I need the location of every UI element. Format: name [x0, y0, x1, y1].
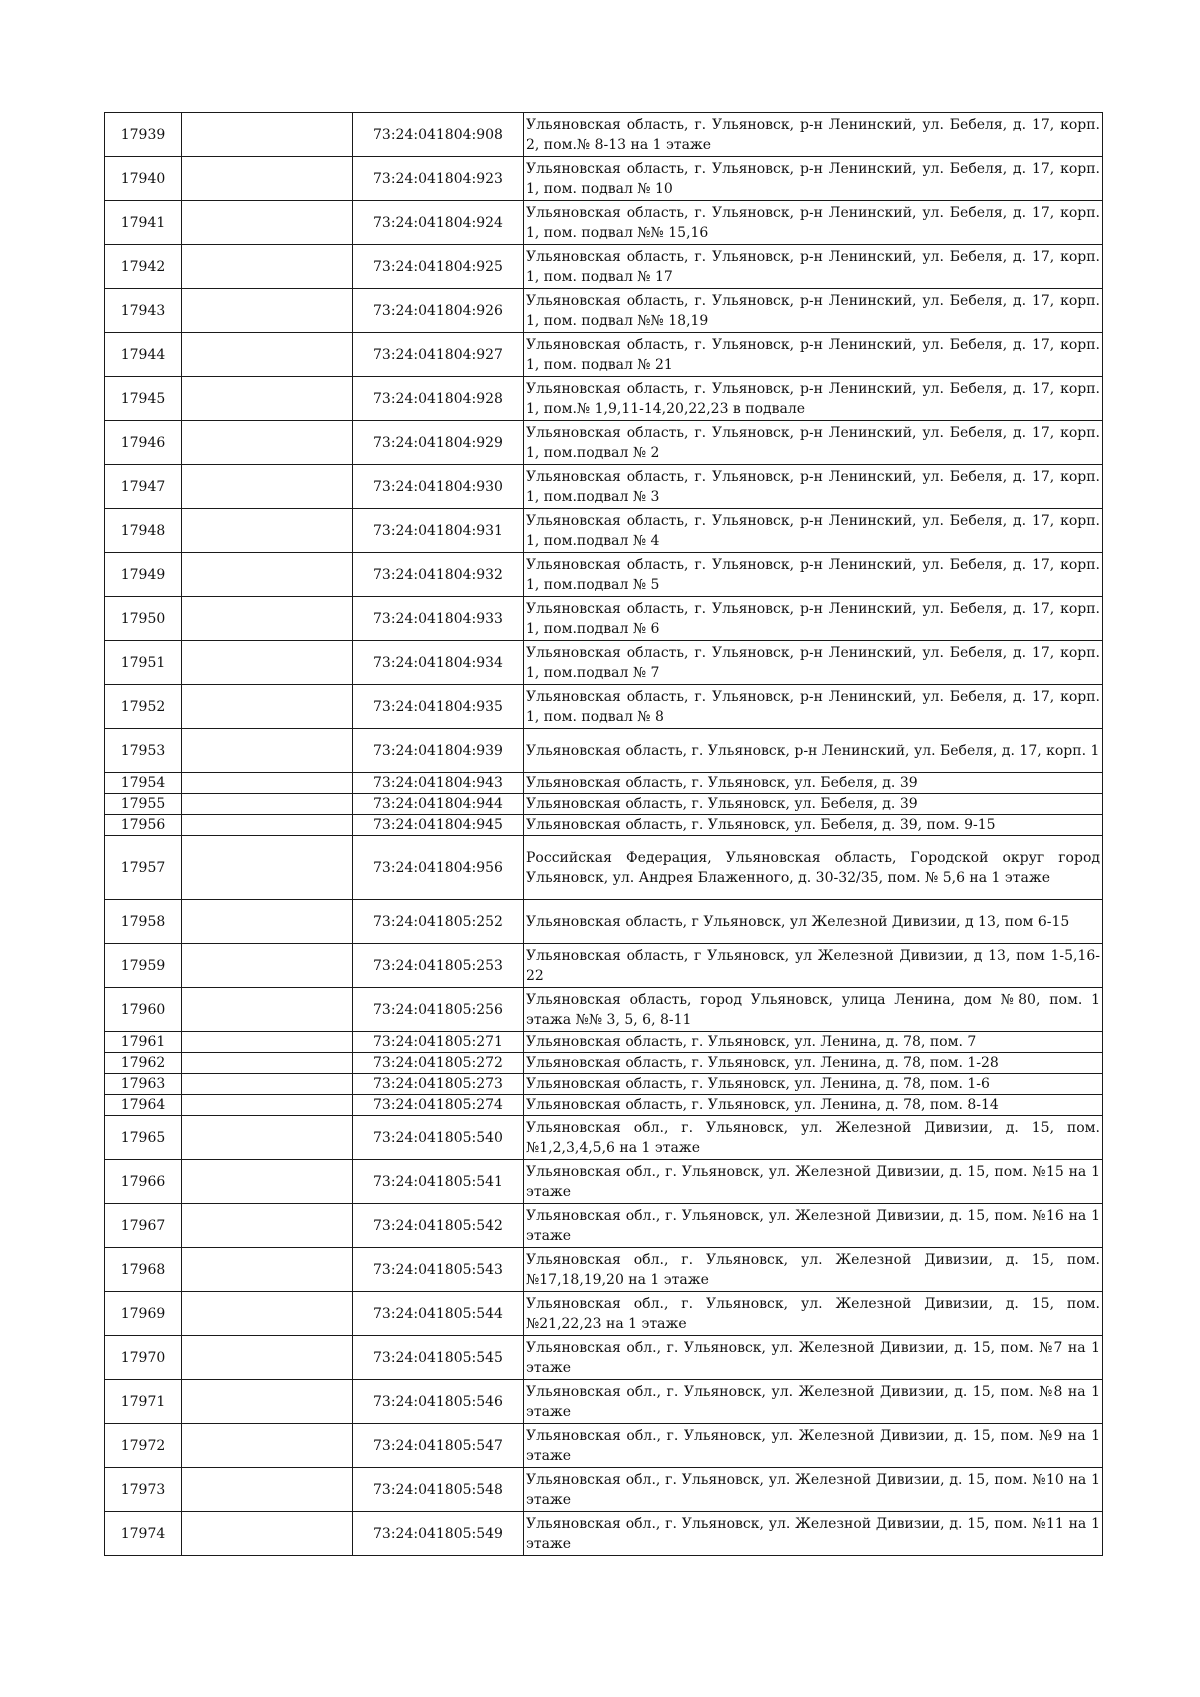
- row-number-cell: 17974: [105, 1512, 182, 1556]
- cadastral-number-cell: 73:24:041804:939: [353, 729, 524, 773]
- table-row: [105, 641, 1103, 685]
- table-row: [105, 509, 1103, 553]
- table-row: [105, 900, 1103, 944]
- cadastral-number-cell: 73:24:041805:543: [353, 1248, 524, 1292]
- address-cell: Ульяновская область, г. Ульяновск, ул. Ленина, д. 78, пом. 7: [524, 1032, 1103, 1053]
- row-number-cell: 17942: [105, 245, 182, 289]
- row-number-cell: 17946: [105, 421, 182, 465]
- row-number-cell: 17960: [105, 988, 182, 1032]
- table-row: [105, 465, 1103, 509]
- cadastral-number-cell: 73:24:041805:546: [353, 1380, 524, 1424]
- cadastral-number-cell: 73:24:041804:935: [353, 685, 524, 729]
- table-row: [105, 1248, 1103, 1292]
- row-number-cell: 17948: [105, 509, 182, 553]
- empty-cell: [182, 729, 353, 773]
- row-number-cell: 17947: [105, 465, 182, 509]
- table-row: [105, 1053, 1103, 1074]
- address-cell: Ульяновская область, г. Ульяновск, р-н Ленинский, ул. Бебеля, д. 17, корп. 1, пом. подвал №№ 18,19: [524, 289, 1103, 333]
- address-cell: Ульяновская обл., г. Ульяновск, ул. Железной Дивизии, д. 15, пом. №9 на 1 этаже: [524, 1424, 1103, 1468]
- row-number-cell: 17959: [105, 944, 182, 988]
- empty-cell: [182, 289, 353, 333]
- table-row: [105, 815, 1103, 836]
- table-row: [105, 1380, 1103, 1424]
- address-cell: Ульяновская область, г Ульяновск, ул Железной Дивизии, д 13, пом 6-15: [524, 900, 1103, 944]
- row-number-cell: 17943: [105, 289, 182, 333]
- address-cell: Ульяновская область, город Ульяновск, улица Ленина, дом №80, пом. 1 этажа №№ 3, 5, 6, 8-11: [524, 988, 1103, 1032]
- cadastral-number-cell: 73:24:041804:956: [353, 836, 524, 900]
- row-number-cell: 17952: [105, 685, 182, 729]
- address-cell: Ульяновская область, г. Ульяновск, р-н Ленинский, ул. Бебеля, д. 17, корп. 2, пом.№ 8-13 на 1 этаже: [524, 113, 1103, 157]
- cadastral-number-cell: 73:24:041805:541: [353, 1160, 524, 1204]
- table-row: [105, 201, 1103, 245]
- table-row: [105, 1292, 1103, 1336]
- empty-cell: [182, 201, 353, 245]
- empty-cell: [182, 1160, 353, 1204]
- empty-cell: [182, 988, 353, 1032]
- empty-cell: [182, 1336, 353, 1380]
- cadastral-number-cell: 73:24:041804:932: [353, 553, 524, 597]
- empty-cell: [182, 1424, 353, 1468]
- row-number-cell: 17949: [105, 553, 182, 597]
- address-cell: Ульяновская обл., г. Ульяновск, ул. Железной Дивизии, д. 15, пом. №11 на 1 этаже: [524, 1512, 1103, 1556]
- table-row: [105, 729, 1103, 773]
- cadastral-number-cell: 73:24:041805:253: [353, 944, 524, 988]
- empty-cell: [182, 1248, 353, 1292]
- empty-cell: [182, 113, 353, 157]
- row-number-cell: 17945: [105, 377, 182, 421]
- table-row: [105, 421, 1103, 465]
- empty-cell: [182, 1292, 353, 1336]
- row-number-cell: 17940: [105, 157, 182, 201]
- address-cell: Ульяновская область, г Ульяновск, ул Железной Дивизии, д 13, пом 1-5,16-22: [524, 944, 1103, 988]
- table-row: [105, 944, 1103, 988]
- empty-cell: [182, 333, 353, 377]
- address-cell: Ульяновская область, г. Ульяновск, ул. Бебеля, д. 39: [524, 794, 1103, 815]
- empty-cell: [182, 815, 353, 836]
- address-cell: Ульяновская обл., г. Ульяновск, ул. Железной Дивизии, д. 15, пом. №1,2,3,4,5,6 на 1 этаже: [524, 1116, 1103, 1160]
- table-row: [105, 1074, 1103, 1095]
- cadastral-number-cell: 73:24:041804:929: [353, 421, 524, 465]
- cadastral-number-cell: 73:24:041805:540: [353, 1116, 524, 1160]
- row-number-cell: 17967: [105, 1204, 182, 1248]
- row-number-cell: 17969: [105, 1292, 182, 1336]
- cadastral-number-cell: 73:24:041804:927: [353, 333, 524, 377]
- table-row: [105, 1468, 1103, 1512]
- empty-cell: [182, 1053, 353, 1074]
- address-cell: Ульяновская область, г. Ульяновск, р-н Ленинский, ул. Бебеля, д. 17, корп. 1, пом.подвал № 2: [524, 421, 1103, 465]
- cadastral-number-cell: 73:24:041804:925: [353, 245, 524, 289]
- table-row: [105, 836, 1103, 900]
- address-cell: Ульяновская область, г. Ульяновск, ул. Ленина, д. 78, пом. 1-6: [524, 1074, 1103, 1095]
- cadastral-number-cell: 73:24:041804:908: [353, 113, 524, 157]
- cadastral-number-cell: 73:24:041805:274: [353, 1095, 524, 1116]
- row-number-cell: 17966: [105, 1160, 182, 1204]
- empty-cell: [182, 1116, 353, 1160]
- cadastral-number-cell: 73:24:041804:934: [353, 641, 524, 685]
- address-cell: Ульяновская обл., г. Ульяновск, ул. Железной Дивизии, д. 15, пом. №16 на 1 этаже: [524, 1204, 1103, 1248]
- table-row: [105, 685, 1103, 729]
- row-number-cell: 17971: [105, 1380, 182, 1424]
- address-cell: Ульяновская область, г. Ульяновск, р-н Ленинский, ул. Бебеля, д. 17, корп. 1, пом. подвал № 21: [524, 333, 1103, 377]
- table-row: [105, 1032, 1103, 1053]
- table-row: [105, 988, 1103, 1032]
- address-cell: Ульяновская область, г. Ульяновск, р-н Ленинский, ул. Бебеля, д. 17, корп. 1, пом.подвал № 5: [524, 553, 1103, 597]
- address-cell: Ульяновская область, г. Ульяновск, р-н Ленинский, ул. Бебеля, д. 17, корп. 1, пом.подвал № 6: [524, 597, 1103, 641]
- empty-cell: [182, 509, 353, 553]
- row-number-cell: 17957: [105, 836, 182, 900]
- empty-cell: [182, 597, 353, 641]
- table-row: [105, 1336, 1103, 1380]
- row-number-cell: 17965: [105, 1116, 182, 1160]
- table-row: [105, 289, 1103, 333]
- empty-cell: [182, 794, 353, 815]
- property-table: [104, 112, 1103, 1556]
- address-cell: Ульяновская область, г. Ульяновск, р-н Ленинский, ул. Бебеля, д. 17, корп. 1, пом. подвал № 10: [524, 157, 1103, 201]
- row-number-cell: 17953: [105, 729, 182, 773]
- cadastral-number-cell: 73:24:041805:545: [353, 1336, 524, 1380]
- table-row: [105, 1512, 1103, 1556]
- row-number-cell: 17944: [105, 333, 182, 377]
- row-number-cell: 17956: [105, 815, 182, 836]
- empty-cell: [182, 465, 353, 509]
- address-cell: Ульяновская обл., г. Ульяновск, ул. Железной Дивизии, д. 15, пом. №15 на 1 этаже: [524, 1160, 1103, 1204]
- empty-cell: [182, 944, 353, 988]
- cadastral-number-cell: 73:24:041804:933: [353, 597, 524, 641]
- empty-cell: [182, 1468, 353, 1512]
- table-row: [105, 1160, 1103, 1204]
- address-cell: Ульяновская область, г. Ульяновск, р-н Ленинский, ул. Бебеля, д. 17, корп. 1, пом.подвал № 7: [524, 641, 1103, 685]
- table-row: [105, 113, 1103, 157]
- row-number-cell: 17964: [105, 1095, 182, 1116]
- address-cell: Ульяновская обл., г. Ульяновск, ул. Железной Дивизии, д. 15, пом. №8 на 1 этаже: [524, 1380, 1103, 1424]
- row-number-cell: 17963: [105, 1074, 182, 1095]
- address-cell: Ульяновская область, г. Ульяновск, ул. Бебеля, д. 39: [524, 773, 1103, 794]
- cadastral-number-cell: 73:24:041804:924: [353, 201, 524, 245]
- cadastral-number-cell: 73:24:041804:931: [353, 509, 524, 553]
- empty-cell: [182, 245, 353, 289]
- table-row: [105, 1204, 1103, 1248]
- cadastral-number-cell: 73:24:041805:256: [353, 988, 524, 1032]
- address-cell: Ульяновская обл., г. Ульяновск, ул. Железной Дивизии, д. 15, пом. №7 на 1 этаже: [524, 1336, 1103, 1380]
- address-cell: Ульяновская область, г. Ульяновск, р-н Ленинский, ул. Бебеля, д. 17, корп. 1, пом.№ 1,9,11-14,20,22,23 в подвале: [524, 377, 1103, 421]
- empty-cell: [182, 377, 353, 421]
- row-number-cell: 17961: [105, 1032, 182, 1053]
- row-number-cell: 17941: [105, 201, 182, 245]
- table-row: [105, 794, 1103, 815]
- empty-cell: [182, 1380, 353, 1424]
- cadastral-number-cell: 73:24:041805:549: [353, 1512, 524, 1556]
- table-row: [105, 553, 1103, 597]
- table-row: [105, 1116, 1103, 1160]
- address-cell: Ульяновская обл., г. Ульяновск, ул. Железной Дивизии, д. 15, пом. №10 на 1 этаже: [524, 1468, 1103, 1512]
- empty-cell: [182, 553, 353, 597]
- row-number-cell: 17955: [105, 794, 182, 815]
- address-cell: Ульяновская обл., г. Ульяновск, ул. Железной Дивизии, д. 15, пом. №21,22,23 на 1 этаже: [524, 1292, 1103, 1336]
- address-cell: Ульяновская область, г. Ульяновск, ул. Бебеля, д. 39, пом. 9-15: [524, 815, 1103, 836]
- address-cell: Ульяновская обл., г. Ульяновск, ул. Железной Дивизии, д. 15, пом. №17,18,19,20 на 1 этаже: [524, 1248, 1103, 1292]
- cadastral-number-cell: 73:24:041805:252: [353, 900, 524, 944]
- table-row: [105, 377, 1103, 421]
- row-number-cell: 17950: [105, 597, 182, 641]
- table-row: [105, 1095, 1103, 1116]
- empty-cell: [182, 1095, 353, 1116]
- cadastral-number-cell: 73:24:041804:943: [353, 773, 524, 794]
- cadastral-number-cell: 73:24:041804:923: [353, 157, 524, 201]
- address-cell: Ульяновская область, г. Ульяновск, р-н Ленинский, ул. Бебеля, д. 17, корп. 1, пом. подвал № 8: [524, 685, 1103, 729]
- address-cell: Ульяновская область, г. Ульяновск, р-н Ленинский, ул. Бебеля, д. 17, корп. 1, пом. подвал №№ 15,16: [524, 201, 1103, 245]
- address-cell: Ульяновская область, г. Ульяновск, р-н Ленинский, ул. Бебеля, д. 17, корп. 1: [524, 729, 1103, 773]
- empty-cell: [182, 773, 353, 794]
- empty-cell: [182, 1204, 353, 1248]
- cadastral-number-cell: 73:24:041805:544: [353, 1292, 524, 1336]
- address-cell: Ульяновская область, г. Ульяновск, ул. Ленина, д. 78, пом. 8-14: [524, 1095, 1103, 1116]
- table-row: [105, 597, 1103, 641]
- cadastral-number-cell: 73:24:041804:930: [353, 465, 524, 509]
- cadastral-number-cell: 73:24:041805:547: [353, 1424, 524, 1468]
- row-number-cell: 17951: [105, 641, 182, 685]
- cadastral-number-cell: 73:24:041804:926: [353, 289, 524, 333]
- address-cell: Ульяновская область, г. Ульяновск, р-н Ленинский, ул. Бебеля, д. 17, корп. 1, пом.подвал № 3: [524, 465, 1103, 509]
- address-cell: Ульяновская область, г. Ульяновск, р-н Ленинский, ул. Бебеля, д. 17, корп. 1, пом.подвал № 4: [524, 509, 1103, 553]
- row-number-cell: 17958: [105, 900, 182, 944]
- row-number-cell: 17972: [105, 1424, 182, 1468]
- cadastral-number-cell: 73:24:041804:928: [353, 377, 524, 421]
- row-number-cell: 17954: [105, 773, 182, 794]
- cadastral-number-cell: 73:24:041804:944: [353, 794, 524, 815]
- cadastral-number-cell: 73:24:041805:273: [353, 1074, 524, 1095]
- row-number-cell: 17962: [105, 1053, 182, 1074]
- address-cell: Российская Федерация, Ульяновская область, Городской округ город Ульяновск, ул. Андрея Блаженного, д. 30-32/35, пом. № 5,6 на 1 этаже: [524, 836, 1103, 900]
- cadastral-number-cell: 73:24:041805:542: [353, 1204, 524, 1248]
- row-number-cell: 17968: [105, 1248, 182, 1292]
- table-row: [105, 333, 1103, 377]
- table-row: [105, 773, 1103, 794]
- empty-cell: [182, 641, 353, 685]
- row-number-cell: 17939: [105, 113, 182, 157]
- empty-cell: [182, 157, 353, 201]
- cadastral-number-cell: 73:24:041805:272: [353, 1053, 524, 1074]
- table-row: [105, 1424, 1103, 1468]
- empty-cell: [182, 1074, 353, 1095]
- empty-cell: [182, 900, 353, 944]
- empty-cell: [182, 1032, 353, 1053]
- row-number-cell: 17973: [105, 1468, 182, 1512]
- row-number-cell: 17970: [105, 1336, 182, 1380]
- property-table-body: [105, 113, 1103, 1556]
- empty-cell: [182, 836, 353, 900]
- cadastral-number-cell: 73:24:041805:271: [353, 1032, 524, 1053]
- cadastral-number-cell: 73:24:041804:945: [353, 815, 524, 836]
- empty-cell: [182, 685, 353, 729]
- address-cell: Ульяновская область, г. Ульяновск, ул. Ленина, д. 78, пом. 1-28: [524, 1053, 1103, 1074]
- address-cell: Ульяновская область, г. Ульяновск, р-н Ленинский, ул. Бебеля, д. 17, корп. 1, пом. подвал № 17: [524, 245, 1103, 289]
- table-row: [105, 157, 1103, 201]
- empty-cell: [182, 1512, 353, 1556]
- table-row: [105, 245, 1103, 289]
- empty-cell: [182, 421, 353, 465]
- cadastral-number-cell: 73:24:041805:548: [353, 1468, 524, 1512]
